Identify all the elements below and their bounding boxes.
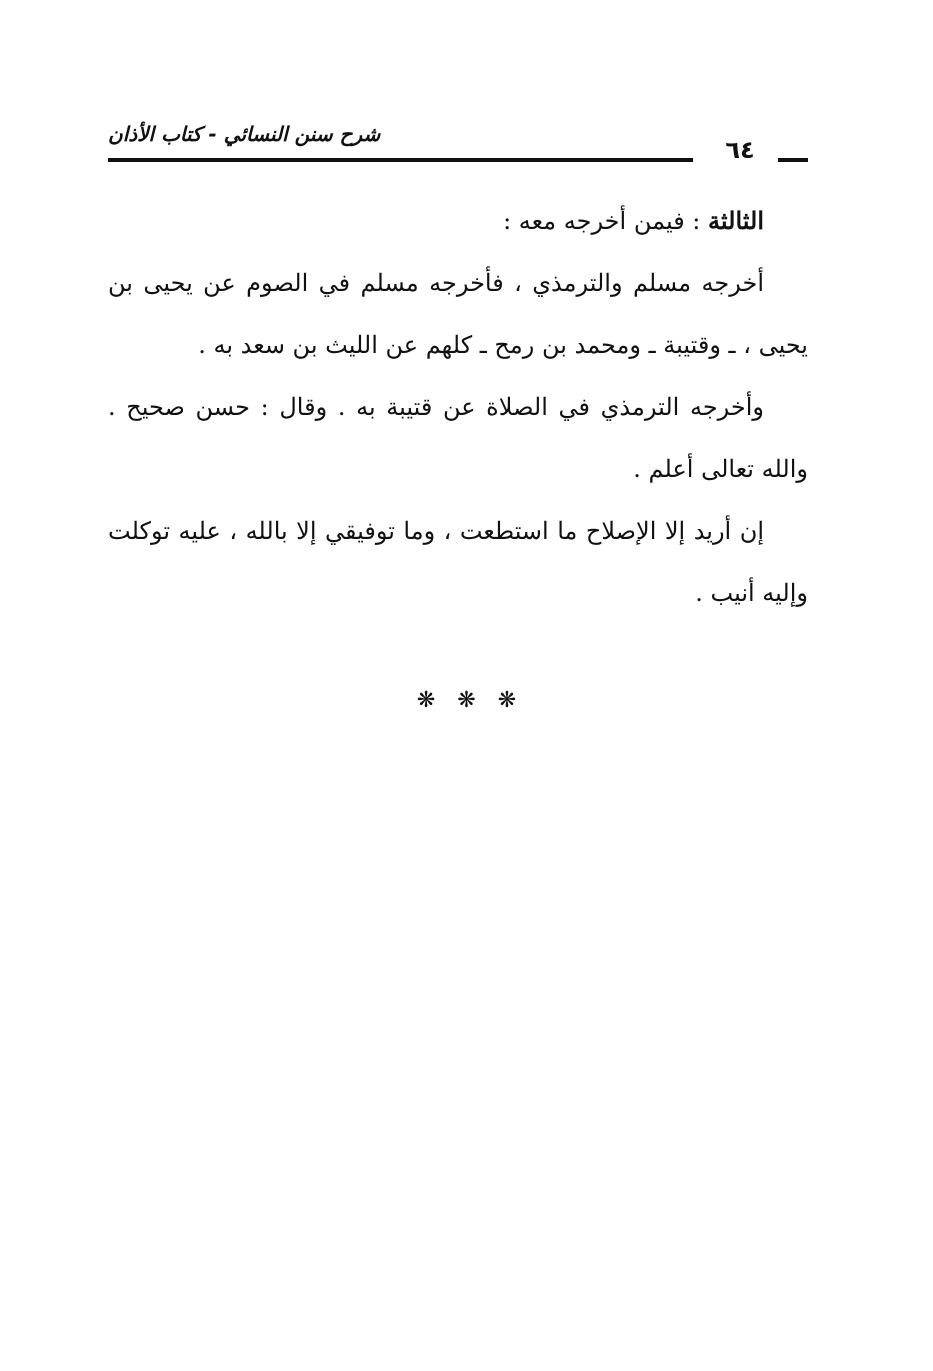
- paragraph-2: وأخرجه الترمذي في الصلاة عن قتيبة به . وقال : حسن صحيح . والله تعالى أعلم .: [108, 393, 808, 483]
- body-text: [108, 190, 808, 624]
- page-header: [108, 118, 808, 168]
- running-title: شرح سنن النسائي - كتاب الأذان: [108, 122, 381, 146]
- paragraph-3: إن أريد إلا الإصلاح ما استطعت ، وما توفيقي إلا بالله ، عليه توكلت وإليه أنيب .: [108, 517, 808, 607]
- section-heading-rest: : فيمن أخرجه معه :: [503, 207, 709, 235]
- paragraph-1: أخرجه مسلم والترمذي ، فأخرجه مسلم في الصوم عن يحيى بن يحيى ، ـ وقتيبة ـ ومحمد بن رمح ـ كلهم عن الليث بن سعد به .: [108, 269, 808, 359]
- section-separator: ❋❋❋: [416, 688, 539, 713]
- page-number-dash: [778, 158, 808, 162]
- section-label: الثالثة: [708, 206, 764, 235]
- section-heading: [108, 190, 808, 252]
- page-number: ٦٤: [725, 136, 755, 164]
- header-rule: [108, 158, 693, 162]
